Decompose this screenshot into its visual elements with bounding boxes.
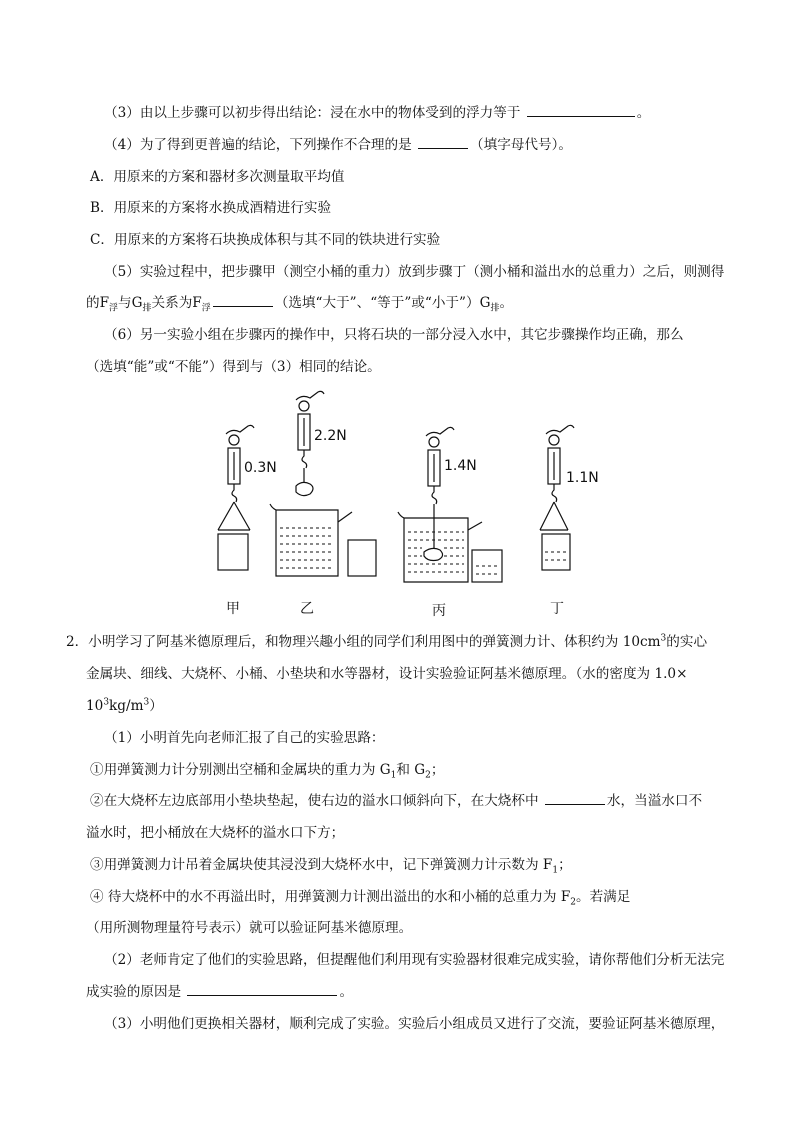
q1-part4: （4）为了得到更普遍的结论，下列操作不合理的是 （填字母代号）。	[104, 137, 572, 153]
water-bing	[408, 532, 498, 574]
option-a: A．用原来的方案和器材多次测量取平均值	[90, 169, 345, 185]
reading-jia: 0.3N	[244, 460, 277, 476]
scale-jia	[218, 425, 254, 570]
q1-part6-line2: （选填“能”或“不能”）得到与（3）相同的结论。	[86, 359, 381, 375]
water-ding	[545, 552, 567, 560]
q2-sub1: （1）小明首先向老师汇报了自己的实验思路：	[104, 730, 385, 746]
caption-ding: 丁	[550, 601, 564, 617]
q2-step4-cont: （用所测物理量符号表示）就可以验证阿基米德原理。	[86, 920, 413, 936]
q2-step2: ②在大烧杯左边底部用小垫块垫起，使右边的溢水口倾斜向下，在大烧杯中 水，当溢水口不	[90, 793, 703, 809]
q2-step4: ④ 待大烧杯中的水不再溢出时，用弹簧测力计测出溢出的水和小桶的总重力为 $F_2$。若满足	[90, 889, 631, 908]
scale-ding	[540, 425, 574, 570]
q1-part6-line1: （6）另一实验小组在步骤丙的操作中，只将石块的一部分浸入水中，其它步骤操作均正确，那么	[104, 327, 684, 343]
scale-yi	[270, 391, 376, 576]
answer-blank[interactable]	[527, 104, 635, 117]
experiment-diagram	[200, 382, 620, 622]
scale-bing	[398, 427, 502, 582]
q2-step3: ③用弹簧测力计吊着金属块使其浸没到大烧杯水中，记下弹簧测力计示数为 $F_1$；	[90, 857, 572, 876]
answer-blank[interactable]	[418, 136, 468, 149]
experiment-figure	[200, 382, 620, 622]
answer-blank[interactable]	[545, 792, 605, 805]
q2-step2-cont: 溢水时，把小桶放在大烧杯的溢水口下方；	[86, 825, 345, 841]
water-yi	[280, 528, 334, 568]
q2-line2: 金属块、细线、大烧杯、小桶、小垫块和水等器材，设计实验验证阿基米德原理。（水的密度为 1.0×	[86, 666, 688, 682]
option-c: C．用原来的方案将石块换成体积与其不同的铁块进行实验	[90, 232, 441, 248]
q2-sub3: （3）小明他们更换相关器材，顺利完成了实验。实验后小组成员又进行了交流，要验证阿基米德原理，	[104, 1016, 725, 1032]
reading-ding: 1.1N	[566, 470, 599, 486]
answer-blank[interactable]	[213, 294, 273, 307]
q2-sub2-line2: 成实验的原因是 。	[86, 984, 354, 1000]
q2-line1: 2．小明学习了阿基米德原理后，和物理兴趣小组的同学们利用图中的弹簧测力计、体积约为 $10cm^3$的实心	[66, 633, 708, 650]
answer-blank[interactable]	[187, 983, 337, 996]
caption-yi: 乙	[300, 601, 314, 617]
q2-sub2-line1: （2）老师肯定了他们的实验思路，但提醒他们利用现有实验器材很难完成实验，请你帮他们分析无法完	[104, 952, 725, 968]
reading-bing: 1.4N	[444, 458, 477, 474]
q2-line3: $10^3kg/m^3$）	[86, 697, 163, 714]
option-b: B．用原来的方案将水换成酒精进行实验	[90, 200, 332, 216]
caption-bing: 丙	[432, 603, 446, 619]
q1-part5-line2: 的$F_浮$与$G_排$关系为$F_浮$ （选填“大于”、“等于”或“小于$”)G_排$。	[86, 295, 514, 314]
q2-step1: ①用弹簧测力计分别测出空桶和金属块的重力为 $G_1$和 $G_2$；	[90, 762, 445, 781]
q1-part5-line1: （5）实验过程中，把步骤甲（测空小桶的重力）放到步骤丁（测小桶和溢出水的总重力）之后，则测得	[104, 264, 725, 280]
caption-jia: 甲	[226, 601, 240, 617]
q1-part3: （3）由以上步骤可以初步得出结论：浸在水中的物体受到的浮力等于 。	[104, 105, 651, 121]
reading-yi: 2.2N	[314, 428, 347, 444]
